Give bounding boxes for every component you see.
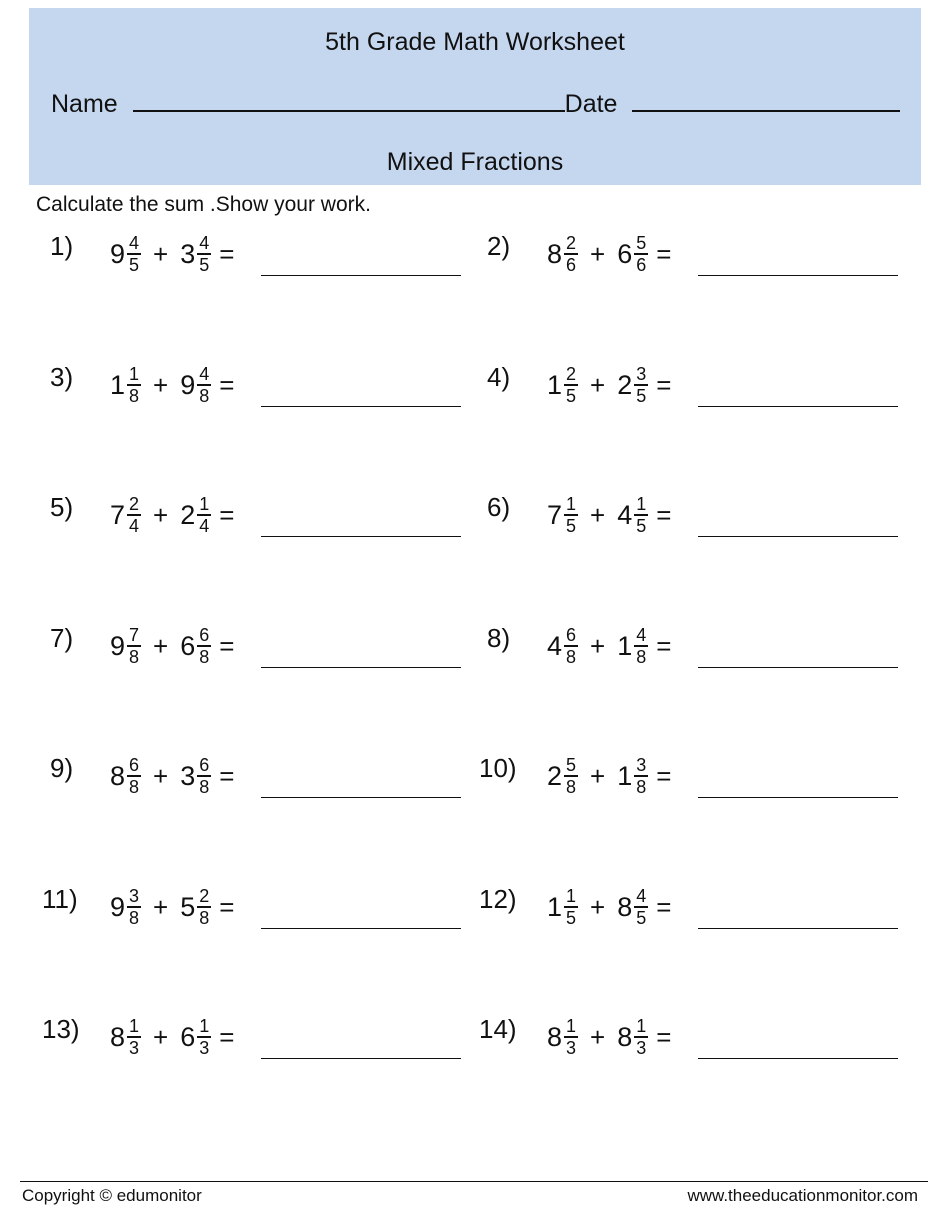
numerator: 1 [636, 494, 647, 515]
denominator: 8 [129, 385, 140, 406]
problem-number: 5) [50, 492, 74, 522]
first-addend [110, 756, 141, 796]
equals-sign: = [219, 630, 235, 661]
problem-number: 6) [487, 492, 511, 522]
answer-line[interactable] [261, 406, 461, 407]
answer-line[interactable] [698, 797, 898, 798]
denominator: 8 [199, 646, 210, 667]
fraction [127, 1017, 141, 1057]
answer-line[interactable] [261, 1058, 461, 1059]
fraction [634, 365, 648, 405]
fraction [634, 756, 648, 796]
first-addend [110, 234, 141, 274]
second-addend [180, 756, 211, 796]
numerator: 4 [636, 625, 647, 646]
numerator: 6 [199, 755, 210, 776]
whole-number: 7 [110, 499, 126, 530]
expression [110, 882, 234, 932]
denominator: 8 [129, 646, 140, 667]
second-addend [180, 626, 211, 666]
answer-line[interactable] [698, 406, 898, 407]
expression [110, 621, 234, 671]
answer-line[interactable] [261, 536, 461, 537]
equals-sign: = [219, 760, 235, 791]
numerator: 4 [199, 233, 210, 254]
problem-number: 3) [50, 362, 74, 392]
numerator: 4 [129, 233, 140, 254]
denominator: 5 [636, 907, 647, 928]
whole-number: 9 [110, 630, 126, 661]
first-addend [110, 495, 141, 535]
problem-6 [487, 490, 907, 560]
plus-sign: + [590, 891, 606, 922]
numerator: 7 [129, 625, 140, 646]
numerator: 1 [129, 1016, 140, 1037]
plus-sign: + [153, 891, 169, 922]
whole-number: 8 [617, 1021, 633, 1052]
problem-12 [479, 882, 907, 952]
equals-sign: = [219, 238, 235, 269]
numerator: 1 [199, 494, 210, 515]
whole-number: 7 [547, 499, 563, 530]
expression [547, 360, 671, 410]
answer-line[interactable] [261, 928, 461, 929]
first-addend [547, 1017, 578, 1057]
first-addend [547, 626, 578, 666]
first-addend [110, 1017, 141, 1057]
numerator: 6 [129, 755, 140, 776]
problem-3 [50, 360, 470, 430]
second-addend [180, 365, 211, 405]
first-addend [547, 365, 578, 405]
whole-number: 1 [547, 369, 563, 400]
answer-line[interactable] [698, 536, 898, 537]
problem-number: 1) [50, 231, 74, 261]
denominator: 8 [636, 776, 647, 797]
expression [110, 490, 234, 540]
whole-number: 2 [180, 499, 196, 530]
problem-5 [50, 490, 470, 560]
denominator: 3 [199, 1037, 210, 1058]
plus-sign: + [590, 760, 606, 791]
fraction [197, 756, 211, 796]
denominator: 5 [636, 515, 647, 536]
second-addend [617, 887, 648, 927]
numerator: 6 [566, 625, 577, 646]
fraction [127, 495, 141, 535]
numerator: 1 [566, 494, 577, 515]
whole-number: 8 [547, 1021, 563, 1052]
name-label: Name [51, 90, 118, 118]
footer-divider [20, 1181, 928, 1182]
whole-number: 6 [180, 630, 196, 661]
fraction [564, 756, 578, 796]
problem-7 [50, 621, 470, 691]
denominator: 6 [566, 254, 577, 275]
whole-number: 9 [180, 369, 196, 400]
second-addend [617, 756, 648, 796]
problem-number: 2) [487, 231, 511, 261]
plus-sign: + [153, 760, 169, 791]
denominator: 3 [566, 1037, 577, 1058]
equals-sign: = [656, 1021, 672, 1052]
whole-number: 9 [110, 238, 126, 269]
whole-number: 2 [617, 369, 633, 400]
equals-sign: = [656, 760, 672, 791]
denominator: 8 [129, 907, 140, 928]
whole-number: 8 [617, 891, 633, 922]
plus-sign: + [590, 630, 606, 661]
fraction [127, 756, 141, 796]
answer-line[interactable] [261, 797, 461, 798]
denominator: 3 [636, 1037, 647, 1058]
numerator: 6 [199, 625, 210, 646]
denominator: 8 [636, 646, 647, 667]
whole-number: 8 [547, 238, 563, 269]
problem-number: 10) [479, 753, 517, 783]
problem-8 [487, 621, 907, 691]
expression [547, 1012, 671, 1062]
problem-9 [50, 751, 470, 821]
fraction [197, 1017, 211, 1057]
problem-14 [479, 1012, 907, 1082]
first-addend [110, 365, 141, 405]
first-addend [547, 887, 578, 927]
numerator: 1 [199, 1016, 210, 1037]
first-addend [110, 626, 141, 666]
problem-number: 13) [42, 1014, 80, 1044]
expression [547, 751, 671, 801]
problem-number: 12) [479, 884, 517, 914]
equals-sign: = [656, 369, 672, 400]
fraction [127, 887, 141, 927]
second-addend [617, 234, 648, 274]
numerator: 2 [566, 233, 577, 254]
name-date-row [51, 88, 900, 119]
worksheet-header [29, 8, 921, 185]
answer-line[interactable] [698, 1058, 898, 1059]
instructions: Calculate the sum .Show your work. [36, 193, 371, 216]
problem-number: 11) [42, 884, 78, 914]
equals-sign: = [219, 891, 235, 922]
plus-sign: + [590, 1021, 606, 1052]
answer-line[interactable] [698, 667, 898, 668]
plus-sign: + [590, 238, 606, 269]
denominator: 8 [129, 776, 140, 797]
answer-line[interactable] [698, 928, 898, 929]
whole-number: 9 [110, 891, 126, 922]
numerator: 2 [566, 364, 577, 385]
problem-number: 9) [50, 753, 74, 783]
whole-number: 8 [110, 760, 126, 791]
equals-sign: = [656, 238, 672, 269]
whole-number: 6 [180, 1021, 196, 1052]
whole-number: 3 [180, 238, 196, 269]
denominator: 3 [129, 1037, 140, 1058]
numerator: 3 [636, 364, 647, 385]
fraction [634, 234, 648, 274]
numerator: 4 [636, 886, 647, 907]
second-addend [180, 234, 211, 274]
denominator: 4 [199, 515, 210, 536]
expression [110, 751, 234, 801]
problem-1 [50, 229, 470, 299]
fraction [634, 1017, 648, 1057]
fraction [564, 887, 578, 927]
plus-sign: + [590, 369, 606, 400]
name-line [133, 88, 565, 112]
denominator: 8 [566, 776, 577, 797]
equals-sign: = [656, 630, 672, 661]
whole-number: 6 [617, 238, 633, 269]
fraction [127, 234, 141, 274]
problem-number: 4) [487, 362, 511, 392]
problem-2 [487, 229, 907, 299]
denominator: 8 [199, 907, 210, 928]
fraction [634, 495, 648, 535]
equals-sign: = [219, 499, 235, 530]
first-addend [547, 495, 578, 535]
denominator: 8 [566, 646, 577, 667]
equals-sign: = [219, 1021, 235, 1052]
denominator: 4 [129, 515, 140, 536]
fraction [634, 626, 648, 666]
answer-line[interactable] [261, 667, 461, 668]
fraction [634, 887, 648, 927]
worksheet-subtitle: Mixed Fractions [386, 148, 564, 176]
numerator: 1 [566, 886, 577, 907]
expression [547, 229, 671, 279]
second-addend [180, 1017, 211, 1057]
expression [547, 490, 671, 540]
fraction [564, 1017, 578, 1057]
numerator: 1 [129, 364, 140, 385]
problem-4 [487, 360, 907, 430]
plus-sign: + [153, 369, 169, 400]
numerator: 5 [636, 233, 647, 254]
whole-number: 3 [180, 760, 196, 791]
second-addend [617, 1017, 648, 1057]
whole-number: 1 [110, 369, 126, 400]
denominator: 5 [199, 254, 210, 275]
problem-number: 7) [50, 623, 74, 653]
denominator: 5 [566, 515, 577, 536]
second-addend [617, 495, 648, 535]
expression [110, 1012, 234, 1062]
website-url: www.theeducationmonitor.com [687, 1186, 918, 1205]
whole-number: 1 [617, 630, 633, 661]
fraction [197, 234, 211, 274]
numerator: 2 [129, 494, 140, 515]
fraction [564, 234, 578, 274]
whole-number: 4 [617, 499, 633, 530]
fraction [564, 495, 578, 535]
worksheet-title: 5th Grade Math Worksheet [325, 28, 625, 56]
problem-number: 8) [487, 623, 511, 653]
whole-number: 8 [110, 1021, 126, 1052]
fraction [197, 626, 211, 666]
fraction [564, 626, 578, 666]
problem-11 [42, 882, 470, 952]
problem-number: 14) [479, 1014, 517, 1044]
denominator: 5 [566, 907, 577, 928]
numerator: 5 [566, 755, 577, 776]
whole-number: 5 [180, 891, 196, 922]
first-addend [547, 234, 578, 274]
problem-13 [42, 1012, 470, 1082]
expression [547, 882, 671, 932]
denominator: 5 [566, 385, 577, 406]
first-addend [110, 887, 141, 927]
expression [110, 360, 234, 410]
whole-number: 1 [547, 891, 563, 922]
whole-number: 1 [617, 760, 633, 791]
equals-sign: = [219, 369, 235, 400]
denominator: 8 [199, 385, 210, 406]
whole-number: 4 [547, 630, 563, 661]
plus-sign: + [153, 238, 169, 269]
fraction [127, 626, 141, 666]
numerator: 1 [566, 1016, 577, 1037]
fraction [197, 495, 211, 535]
numerator: 3 [636, 755, 647, 776]
date-label: Date [564, 90, 618, 118]
fraction [127, 365, 141, 405]
second-addend [617, 365, 648, 405]
copyright: Copyright © edumonitor [22, 1186, 202, 1205]
whole-number: 2 [547, 760, 563, 791]
answer-line[interactable] [698, 275, 898, 276]
denominator: 5 [129, 254, 140, 275]
plus-sign: + [590, 499, 606, 530]
numerator: 2 [199, 886, 210, 907]
numerator: 1 [636, 1016, 647, 1037]
numerator: 4 [199, 364, 210, 385]
numerator: 3 [129, 886, 140, 907]
second-addend [617, 626, 648, 666]
second-addend [180, 495, 211, 535]
denominator: 6 [636, 254, 647, 275]
first-addend [547, 756, 578, 796]
second-addend [180, 887, 211, 927]
answer-line[interactable] [261, 275, 461, 276]
fraction [564, 365, 578, 405]
equals-sign: = [656, 499, 672, 530]
plus-sign: + [153, 630, 169, 661]
date-line [632, 88, 900, 112]
expression [547, 621, 671, 671]
expression [110, 229, 234, 279]
problem-10 [479, 751, 907, 821]
plus-sign: + [153, 499, 169, 530]
denominator: 5 [636, 385, 647, 406]
plus-sign: + [153, 1021, 169, 1052]
equals-sign: = [656, 891, 672, 922]
denominator: 8 [199, 776, 210, 797]
fraction [197, 887, 211, 927]
fraction [197, 365, 211, 405]
